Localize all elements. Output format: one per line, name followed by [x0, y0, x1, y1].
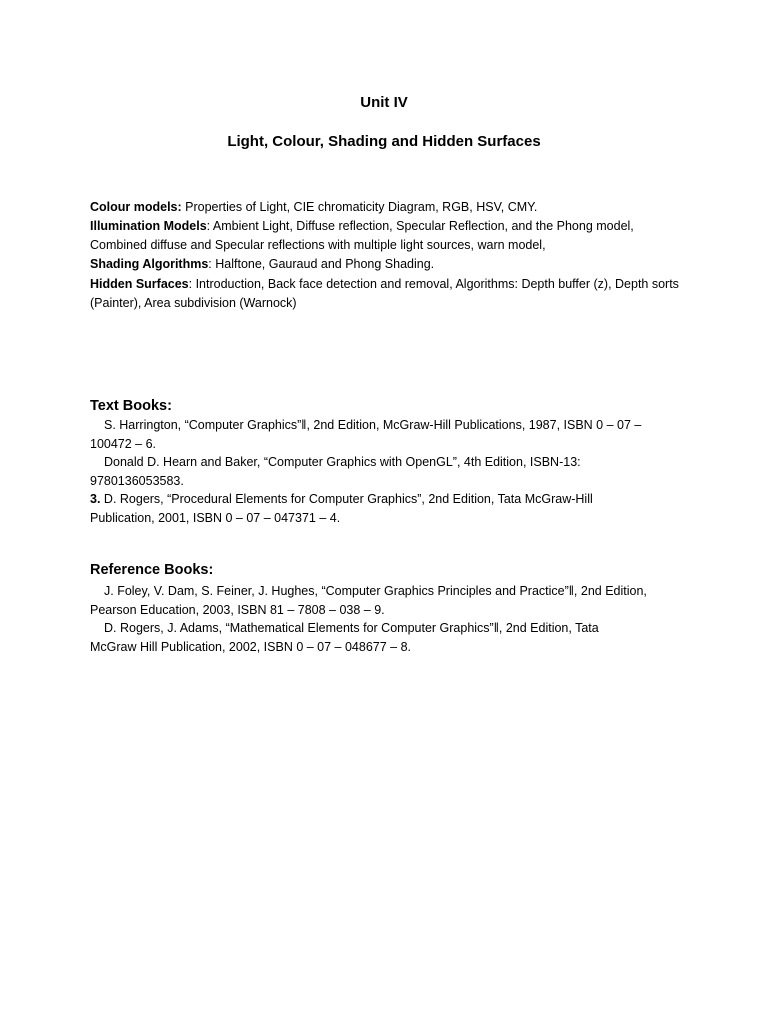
book-text: D. Rogers, “Procedural Elements for Computer Graphics”, 2nd Edition, Tata McGraw-Hill: [100, 492, 593, 506]
book-line: [90, 490, 690, 509]
topic-text: Properties of Light, CIE chromaticity Diagram, RGB, HSV, CMY.: [181, 200, 538, 214]
unit-subtitle: Light, Colour, Shading and Hidden Surfaces: [227, 133, 541, 150]
syllabus-topics: [90, 198, 690, 313]
book-line: D. Rogers, J. Adams, “Mathematical Elements for Computer Graphics”‖, 2nd Edition, Tata: [104, 621, 599, 635]
book-line: 100472 – 6.: [90, 436, 157, 451]
list-item: [90, 582, 690, 619]
list-item: [90, 490, 690, 527]
list-item: [90, 619, 690, 656]
text-books-list: [90, 416, 690, 527]
topic-label: Illumination Models: [90, 219, 207, 233]
book-number: 3.: [90, 492, 101, 506]
reference-books-list: [90, 582, 690, 656]
topic-hidden-surfaces: [90, 275, 690, 313]
reference-books-heading: Reference Books:: [90, 562, 214, 578]
topic-label: Colour models:: [90, 200, 182, 214]
book-line: 9780136053583.: [90, 473, 184, 488]
topic-label: Hidden Surfaces: [90, 277, 189, 291]
topic-text: : Ambient Light, Diffuse reflection, Specular Reflection, and the Phong model, Combined diffuse and Specular reflections with multiple light sources, warn model,: [90, 219, 634, 252]
book-line: J. Foley, V. Dam, S. Feiner, J. Hughes, “Computer Graphics Principles and Practice”‖, 2nd Edition,: [104, 584, 647, 598]
topic-text: : Halftone, Gauraud and Phong Shading.: [208, 257, 435, 271]
unit-title: Unit IV: [360, 94, 408, 111]
book-line: S. Harrington, “Computer Graphics”‖, 2nd Edition, McGraw-Hill Publications, 1987, ISBN 0 – 07 –: [104, 418, 642, 432]
list-item: [90, 416, 690, 453]
topic-shading-algorithms: [90, 255, 690, 274]
topic-colour-models: [90, 198, 690, 217]
topic-label: Shading Algorithms: [90, 257, 209, 271]
book-line: Pearson Education, 2003, ISBN 81 – 7808 – 038 – 9.: [90, 602, 385, 617]
topic-illumination-models: [90, 217, 690, 255]
topic-text: : Introduction, Back face detection and removal, Algorithms: Depth buffer (z), Depth sorts (Painter), Area subdivision (Warnock): [90, 277, 679, 310]
book-line: Donald D. Hearn and Baker, “Computer Graphics with OpenGL”, 4th Edition, ISBN-13:: [104, 455, 581, 469]
list-item: [90, 453, 690, 490]
book-line: Publication, 2001, ISBN 0 – 07 – 047371 – 4.: [90, 510, 341, 525]
book-line: McGraw Hill Publication, 2002, ISBN 0 – 07 – 048677 – 8.: [90, 639, 412, 654]
text-books-heading: Text Books:: [90, 398, 172, 414]
